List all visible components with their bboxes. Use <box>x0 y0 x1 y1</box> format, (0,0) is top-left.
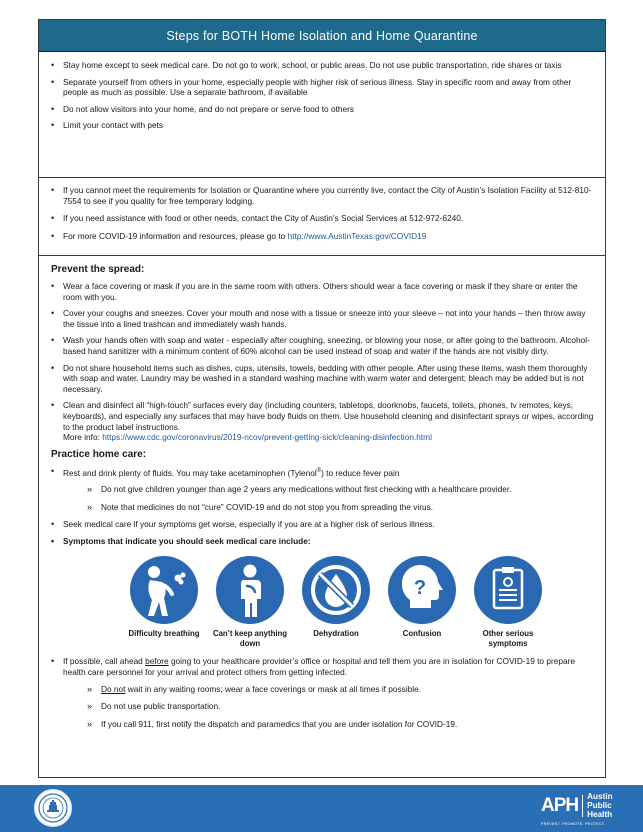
list-item: • Seek medical care if your symptoms get worse, especially if you are at a higher risk of serious illness. <box>49 519 595 530</box>
sub-list-item: » Do not give children younger than age 2 years any medications without first checking with a healthcare provider. <box>85 484 595 495</box>
clean-text: Clean and disinfect all “high-touch” surfaces every day (including counters, tabletops, doorknobs, faucets, toilets, phones, tv remotes, keys, keyboards), and especially any surfaces that may have body fluids on them. Use household cleaning and disinfectant sprays or wipes, according to the product label instructions. <box>63 400 594 432</box>
list-item <box>49 466 595 513</box>
rest-end: ) to reduce fever pain <box>321 467 400 478</box>
difficulty-breathing-icon <box>130 556 198 624</box>
list-item: • If you cannot meet the requirements for Isolation or Quarantine where you currently live, contact the City of Austin’s Isolation Facility at 512-810-7554 to see if you quality for free temporary lodging. <box>49 185 595 206</box>
clipboard-icon <box>474 556 542 624</box>
aph-line: Health <box>587 810 613 819</box>
footer-bar <box>0 785 643 832</box>
confusion-head-icon <box>388 556 456 624</box>
list-item: • Do not allow visitors into your home, and do not prepare or serve food to others <box>49 104 595 115</box>
list-item <box>49 656 595 729</box>
city-seal-icon <box>34 789 72 827</box>
list-item: • Wear a face covering or mask if you are in the same room with others. Others should wear a face covering or mask if they share or enter the room with you. <box>49 281 595 302</box>
list-item <box>49 231 595 242</box>
list-item: • Symptoms that indicate you should seek medical care include: <box>49 536 595 547</box>
aph-logo <box>541 792 613 819</box>
page-title: Steps for BOTH Home Isolation and Home Quarantine <box>166 28 478 43</box>
symptom-label: Can’t keep anything down <box>212 629 288 648</box>
list-item: • Cover your coughs and sneezes. Cover your mouth and nose with a tissue or sneeze into your sleeve – not into your hands – then throw away the tissue into a lined trashcan and immediately wash hands. <box>49 308 595 329</box>
symptom-vomiting <box>207 556 293 648</box>
aph-wordmark <box>587 792 612 819</box>
symptom-dehydration <box>293 556 379 648</box>
aph-mark: APH <box>541 795 583 817</box>
list-item: • Wash your hands often with soap and water - especially after coughing, sneezing, or blowing your nose, or after going to the bathroom. Alcohol-based hand sanitizer with a minimum content of 60% alcohol can be used instead of soap and water if the hands are not visibly dirty. <box>49 335 595 356</box>
sub-list-item: » Do not use public transportation. <box>85 701 595 712</box>
homecare-heading: Practice home care: <box>51 448 147 460</box>
list-item: • Limit your contact with pets <box>49 120 595 131</box>
vomiting-icon <box>216 556 284 624</box>
call-post: going to your healthcare provider’s office or hospital and tell them you are in isolation for COVID-19 to prepare health care personnel for your arrival and protect others from getting infected. <box>63 656 575 678</box>
symptom-other <box>465 556 551 648</box>
call-before: before <box>145 656 169 667</box>
list-item: • Separate yourself from others in your home, especially people with higher risk of serious illness. Stay in specific room and away from other people as much as possible. Use a separate bathroom, if available <box>49 77 595 98</box>
list-item: • Do not share household items such as dishes, cups, utensils, towels, bedding with other people. After using these items, wash them thoroughly with soap and water. Laundry may be washed in a standard washing machine with warm water and detergent; bleach may be added but is not necessary. <box>49 363 595 395</box>
care-section <box>39 256 605 740</box>
symptom-confusion <box>379 556 465 648</box>
aph-tagline: PREVENT. PROMOTE. PROTECT. <box>541 822 606 826</box>
rest-text: Rest and drink plenty of fluids. You may take acetaminophen (Tylenol <box>63 467 317 478</box>
list-item <box>49 400 595 442</box>
no-water-icon <box>302 556 370 624</box>
cdc-cleaning-link[interactable]: https://www.cdc.gov/coronavirus/2019-ncov/prevent-getting-sick/cleaning-disinfection.html <box>102 432 432 443</box>
registered-mark: ® <box>316 467 322 474</box>
list-item: • If you need assistance with food or other needs, contact the City of Austin’s Social Services at 512-972-6240. <box>49 213 595 224</box>
symptom-label: Confusion <box>402 629 442 639</box>
aph-line: Public <box>587 801 612 810</box>
more-info-text: For more COVID-19 information and resources, please go to <box>63 230 288 241</box>
sub-list-item: » If you call 911, first notify the dispatch and paramedics that you are under isolation for COVID-19. <box>85 719 595 730</box>
symptom-breathing <box>121 556 207 648</box>
basic-steps-section <box>39 52 605 178</box>
sub-list-item <box>85 684 595 695</box>
document-frame <box>38 19 606 778</box>
svg-text:?: ? <box>413 577 427 600</box>
covid19-link[interactable]: http://www.AustinTexas.gov/COVID19 <box>287 230 427 241</box>
title-bar <box>39 20 605 52</box>
symptom-label: Other serious symptoms <box>482 629 534 648</box>
sub-list-item: » Note that medicines do not “cure” COVID-19 and do not stop you from spreading the virus. <box>85 502 595 513</box>
symptoms-row <box>121 556 595 648</box>
clean-more-info: More info: <box>63 432 103 443</box>
symptom-label: Dehydration <box>313 629 359 639</box>
wait-text: wait in any waiting rooms; wear a face coverings or mask at all times if possible. <box>125 683 422 694</box>
resources-section <box>39 178 605 256</box>
do-not-text: Do not <box>101 683 126 694</box>
aph-line: Austin <box>587 792 613 801</box>
symptom-label: Difficulty breathing <box>128 629 200 639</box>
list-item: • Stay home except to seek medical care. Do not go to work, school, or public areas. Do not use public transportation, ride shares or taxis <box>49 60 595 71</box>
call-pre: If possible, call ahead <box>63 656 146 667</box>
prevent-heading: Prevent the spread: <box>51 264 145 275</box>
